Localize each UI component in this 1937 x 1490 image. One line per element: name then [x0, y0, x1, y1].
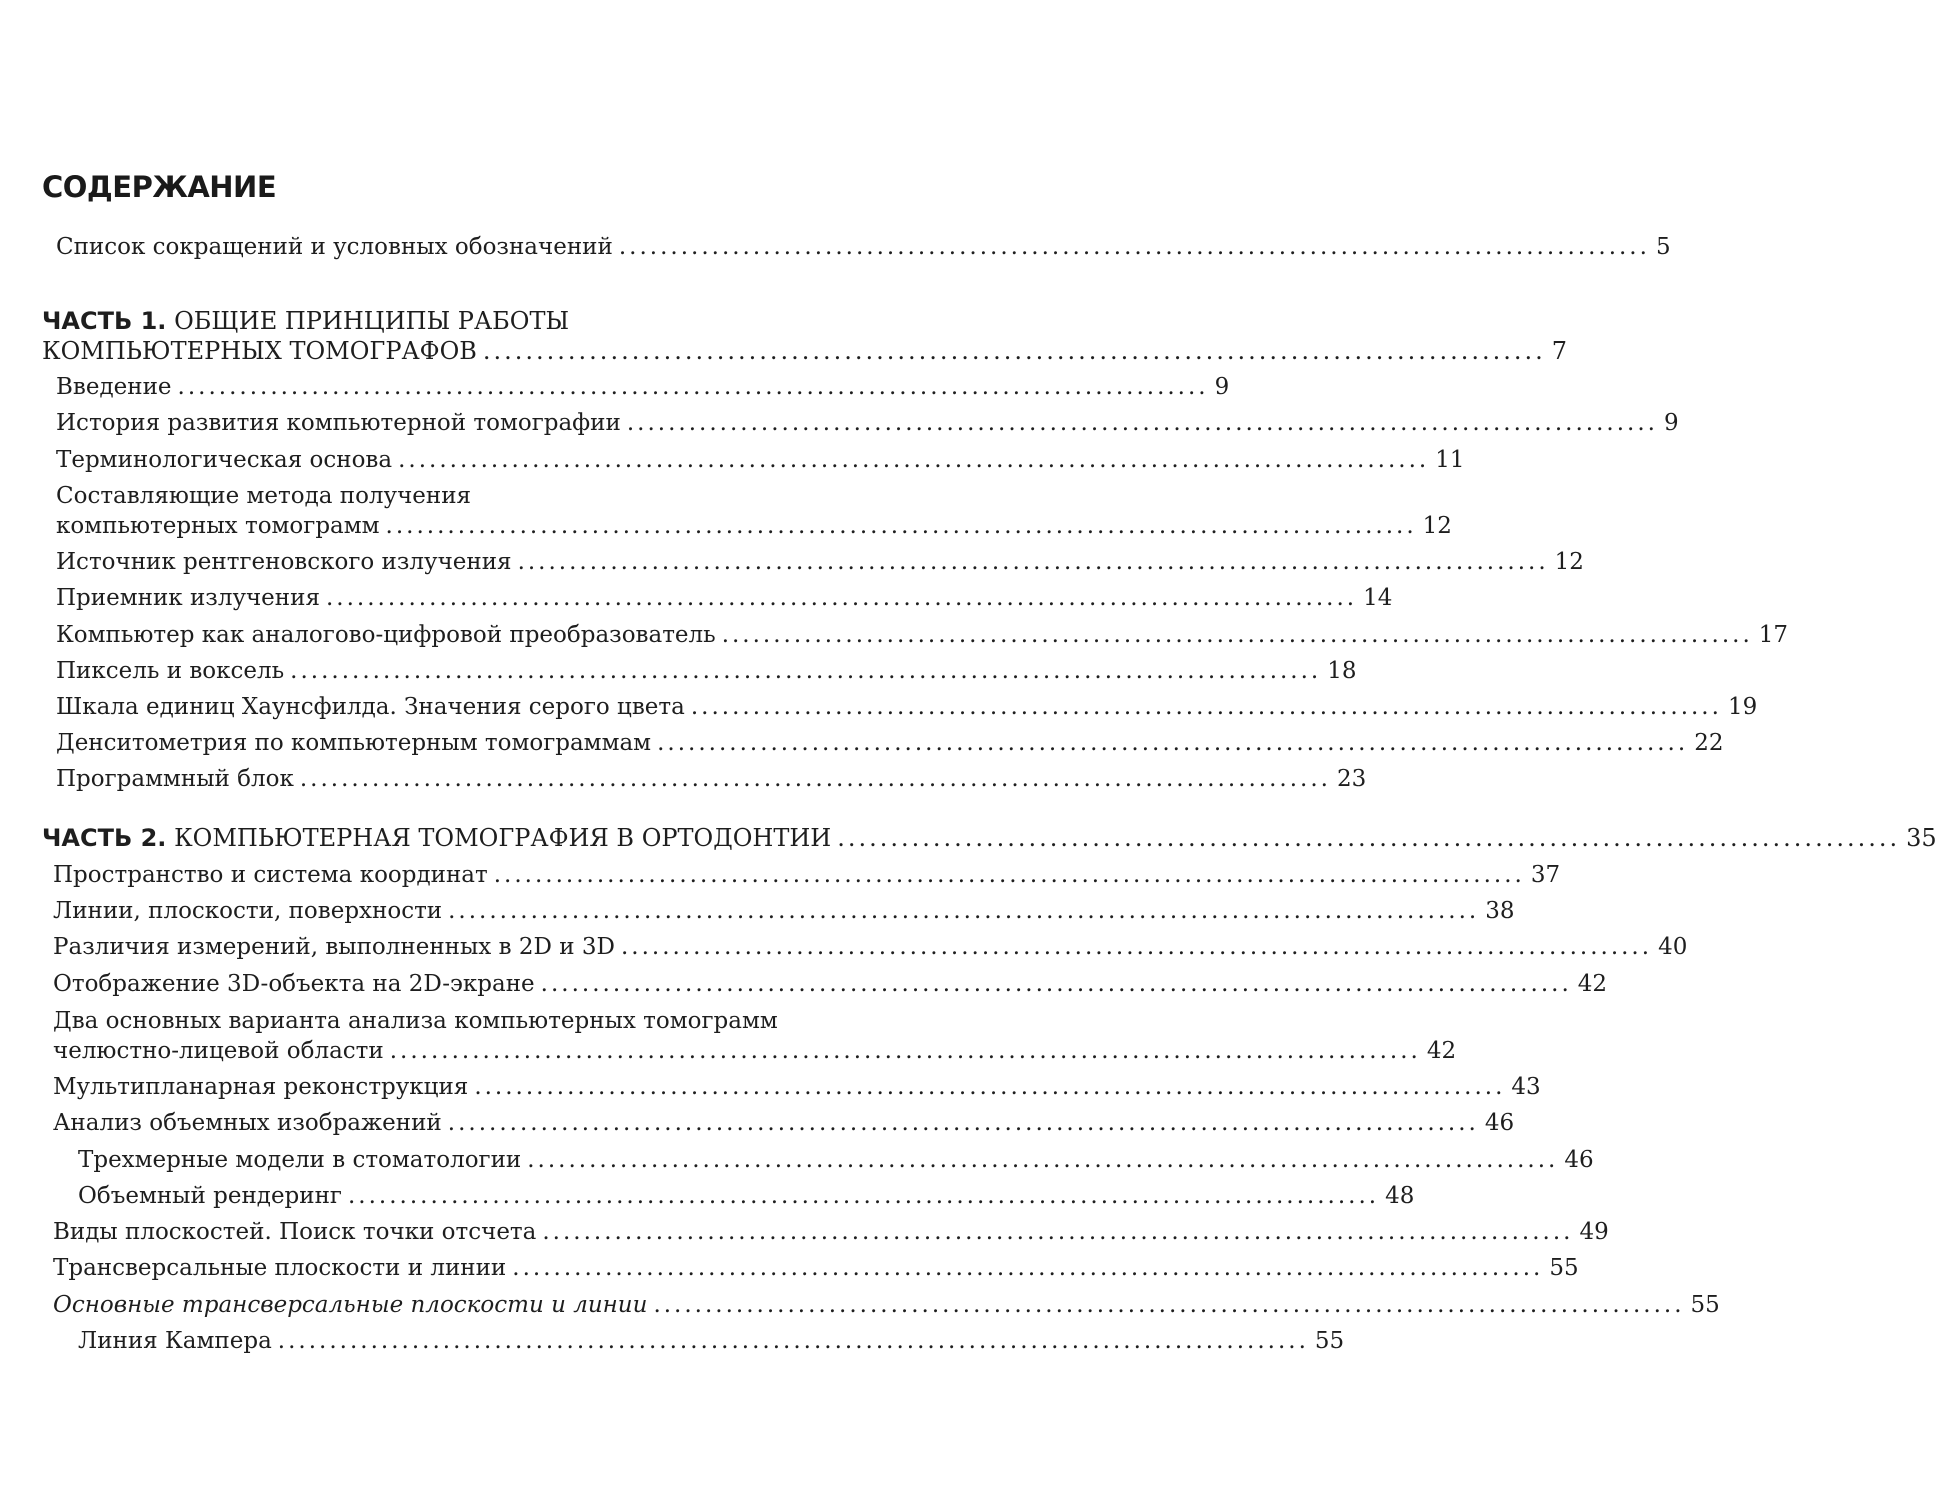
part-1-page: 7 — [1551, 337, 1568, 365]
toc-entry[interactable] — [53, 1217, 1609, 1247]
toc-entry[interactable] — [56, 656, 1357, 686]
leader-dots: .................................................................................................... — [325, 585, 1358, 611]
toc-entry[interactable] — [53, 932, 1688, 962]
toc-entry-page: 9 — [1663, 410, 1679, 436]
part-2-title-group — [42, 823, 831, 853]
part-1-heading-line2[interactable] — [42, 336, 1568, 366]
leader-dots: .................................................................................................... — [653, 1292, 1685, 1318]
leader-dots: .................................................................................................... — [493, 862, 1525, 888]
toc-entry-title: Пиксель и воксель — [56, 658, 285, 684]
toc-entry-title: Источник рентгеновского излучения — [56, 549, 512, 575]
toc-entry-page: 42 — [1426, 1038, 1457, 1064]
toc-entry-title: Отображение 3D-объекта на 2D-экране — [53, 971, 535, 997]
toc-entry[interactable] — [56, 445, 1465, 475]
leader-dots: .................................................................................................... — [290, 658, 1322, 684]
toc-entry-page: 46 — [1564, 1147, 1594, 1173]
toc-entry-title: Терминологическая основа — [56, 447, 393, 473]
part-2-title: КОМПЬЮТЕРНАЯ ТОМОГРАФИЯ В ОРТОДОНТИИ — [174, 824, 832, 852]
part-2-page: 35 — [1906, 824, 1937, 852]
part-1-heading-line1[interactable] — [42, 306, 569, 336]
toc-entry-title: Мультипланарная реконструкция — [53, 1074, 469, 1100]
toc-entry-page: 19 — [1727, 694, 1758, 720]
leader-dots: .................................................................................................... — [398, 447, 1430, 473]
toc-entry-line1[interactable] — [53, 1006, 778, 1036]
toc-entry-page: 55 — [1549, 1255, 1579, 1281]
toc-entry[interactable] — [56, 728, 1724, 758]
toc-entry-title: Трансверсальные плоскости и линии — [53, 1255, 507, 1281]
toc-entry-title: Анализ объемных изображений — [53, 1110, 442, 1136]
toc-entry-title: Приемник излучения — [56, 585, 320, 611]
leader-dots: .................................................................................................... — [618, 234, 1650, 260]
toc-entry-title: Два основных варианта анализа компьютерных томограмм — [53, 1008, 778, 1034]
toc-entry[interactable] — [53, 1108, 1515, 1138]
toc-entry[interactable] — [56, 408, 1679, 438]
toc-entry-page: 17 — [1758, 622, 1789, 648]
toc-entry-title: Трехмерные модели в стоматологии — [78, 1147, 522, 1173]
toc-entry[interactable] — [56, 692, 1758, 722]
toc-entry[interactable] — [53, 860, 1561, 890]
toc-entry-page: 55 — [1690, 1292, 1720, 1318]
leader-dots: .................................................................................................... — [690, 694, 1722, 720]
toc-entry-title: Компьютер как аналогово-цифровой преобразователь — [56, 622, 716, 648]
toc-entry-line1[interactable] — [56, 481, 471, 511]
leader-dots: .................................................................................................... — [177, 374, 1209, 400]
leader-dots: .................................................................................................... — [721, 622, 1753, 648]
toc-entry[interactable] — [56, 583, 1393, 613]
part-1-label: ЧАСТЬ 1. — [42, 307, 167, 335]
toc-entry-title: Список сокращений и условных обозначений — [56, 234, 613, 260]
toc-entry[interactable] — [53, 969, 1608, 999]
leader-dots: .................................................................................................... — [385, 513, 1417, 539]
leader-dots: .................................................................................................... — [837, 824, 1901, 852]
toc-entry-title: Составляющие метода получения — [56, 483, 472, 509]
toc-entry-title: Линии, плоскости, поверхности — [53, 898, 443, 924]
part-2-label: ЧАСТЬ 2. — [42, 824, 167, 852]
leader-dots: .................................................................................................... — [527, 1147, 1559, 1173]
toc-entry-page: 9 — [1214, 374, 1230, 400]
toc-subentry[interactable] — [78, 1145, 1594, 1175]
toc-entry-page: 12 — [1422, 513, 1452, 539]
toc-entry-title: Основные трансверсальные плоскости и линии — [53, 1292, 648, 1318]
leader-dots: .................................................................................................... — [299, 766, 1331, 792]
leader-dots: .................................................................................................... — [517, 549, 1549, 575]
toc-entry-title: челюстно-лицевой области — [53, 1038, 384, 1064]
toc-entry-page: 12 — [1554, 549, 1584, 575]
toc-entry[interactable] — [53, 896, 1515, 926]
toc-entry-page: 46 — [1484, 1110, 1515, 1136]
toc-entry-page: 55 — [1314, 1328, 1345, 1354]
toc-entry-title: Объемный рендеринг — [78, 1183, 342, 1209]
toc-entry-page: 40 — [1658, 934, 1688, 960]
page-title: СОДЕРЖАНИЕ — [42, 170, 277, 204]
leader-dots: .................................................................................................... — [540, 971, 1572, 997]
leader-dots: .................................................................................................... — [389, 1038, 1421, 1064]
toc-entry-title: Различия измерений, выполненных в 2D и 3D — [53, 934, 615, 960]
toc-entry-page: 48 — [1385, 1183, 1415, 1209]
toc-entry[interactable] — [56, 547, 1584, 577]
toc-entry[interactable] — [56, 764, 1367, 794]
toc-entry[interactable] — [53, 1253, 1579, 1283]
toc-entry-title: Линия Кампера — [78, 1328, 272, 1354]
toc-entry-title: История развития компьютерной томографии — [56, 410, 621, 436]
toc-entry[interactable] — [53, 1036, 1457, 1066]
part-1-title-line2: КОМПЬЮТЕРНЫХ ТОМОГРАФОВ — [42, 337, 477, 365]
toc-entry[interactable] — [56, 372, 1230, 402]
toc-entry-title: Шкала единиц Хаунсфилда. Значения серого цвета — [56, 694, 685, 720]
toc-entry-title: Денситометрия по компьютерным томограммам — [56, 730, 652, 756]
toc-entry-page: 49 — [1579, 1219, 1609, 1245]
toc-subentry[interactable] — [78, 1326, 1345, 1356]
leader-dots: .................................................................................................... — [626, 410, 1658, 436]
toc-entry-title: Виды плоскостей. Поиск точки отсчета — [53, 1219, 537, 1245]
leader-dots: .................................................................................................... — [277, 1328, 1309, 1354]
toc-entry-page: 14 — [1363, 585, 1393, 611]
toc-entry-page: 5 — [1655, 234, 1671, 260]
toc-entry-page: 22 — [1694, 730, 1724, 756]
toc-entry-page: 38 — [1485, 898, 1515, 924]
toc-entry[interactable] — [56, 511, 1452, 541]
leader-dots: .................................................................................................... — [657, 730, 1689, 756]
toc-entry-page: 11 — [1435, 447, 1465, 473]
leader-dots: .................................................................................................... — [482, 337, 1546, 365]
toc-entry-page: 42 — [1577, 971, 1608, 997]
toc-entry-abbreviations[interactable] — [56, 232, 1671, 262]
leader-dots: .................................................................................................... — [512, 1255, 1544, 1281]
toc-entry-page: 18 — [1327, 658, 1357, 684]
leader-dots: .................................................................................................... — [447, 1110, 1479, 1136]
toc-entry-page: 23 — [1336, 766, 1367, 792]
leader-dots: .................................................................................................... — [620, 934, 1653, 960]
toc-entry-italic[interactable] — [53, 1290, 1720, 1320]
part-1-title-line1: ОБЩИЕ ПРИНЦИПЫ РАБОТЫ — [174, 307, 570, 335]
toc-entry-page: 37 — [1530, 862, 1561, 888]
toc-entry-title: компьютерных томограмм — [56, 513, 380, 539]
toc-entry-title: Введение — [56, 374, 172, 400]
toc-subentry[interactable] — [78, 1181, 1415, 1211]
toc-entry-page: 43 — [1511, 1074, 1541, 1100]
leader-dots: .................................................................................................... — [542, 1219, 1574, 1245]
leader-dots: .................................................................................................... — [347, 1183, 1380, 1209]
toc-entry[interactable] — [53, 1072, 1541, 1102]
toc-entry[interactable] — [56, 620, 1789, 650]
toc-entry-title: Пространство и система координат — [53, 862, 488, 888]
part-2-heading[interactable] — [42, 823, 1937, 853]
toc-entry-title: Программный блок — [56, 766, 294, 792]
leader-dots: .................................................................................................... — [474, 1074, 1506, 1100]
leader-dots: .................................................................................................... — [448, 898, 1480, 924]
